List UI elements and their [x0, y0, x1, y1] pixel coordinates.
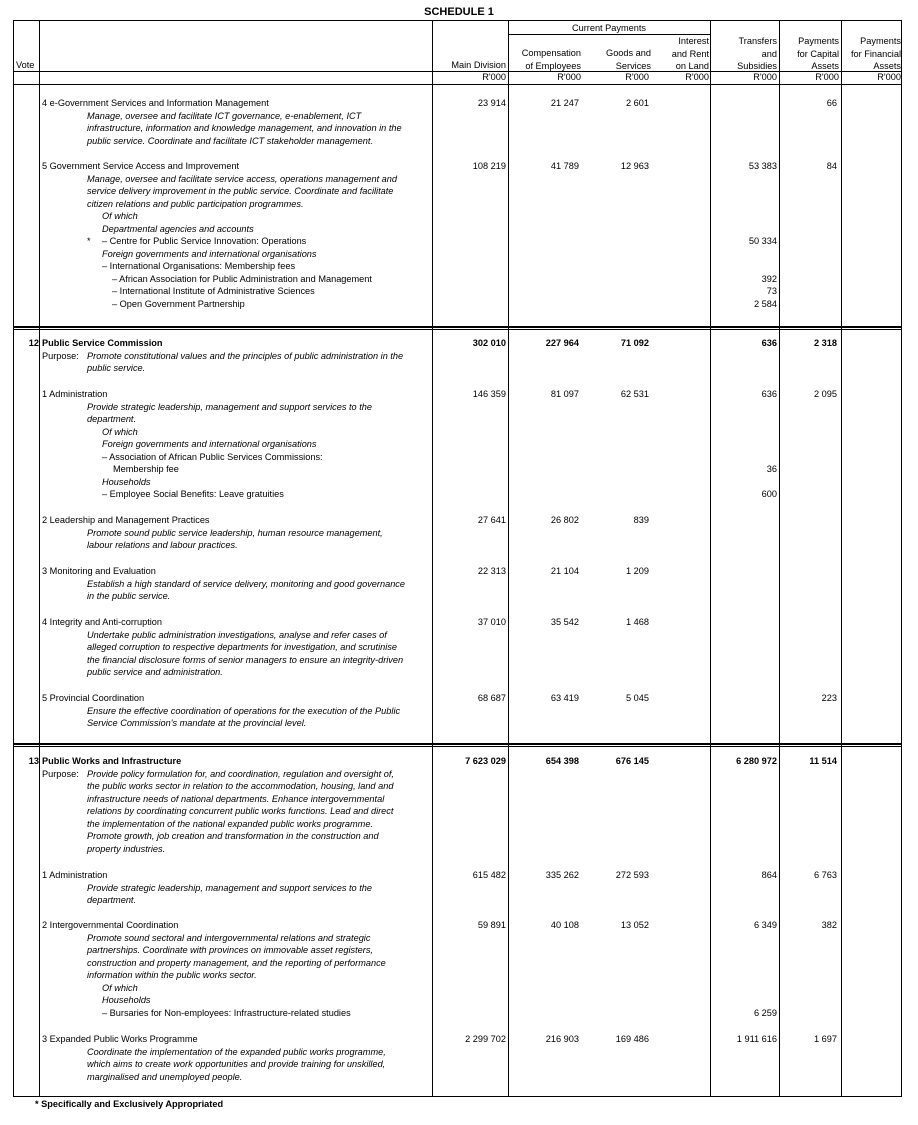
programme-row-line: public service. Coordinate and facilitate ICT stakeholder management.	[87, 135, 373, 146]
vote-total-goods: 71 092	[620, 338, 649, 348]
programme-row-comp: 81 097	[550, 389, 579, 399]
programme-row-tr: 53 383	[748, 161, 777, 171]
programme-row-line: Membership fee	[113, 464, 179, 474]
programme-row-tr: 1 911 616	[736, 1034, 777, 1044]
programme-row-goods: 1 468	[626, 617, 649, 627]
column-rule	[710, 21, 711, 1097]
programme-row-line: information within the public works sector.	[87, 970, 257, 980]
purpose-text: relations by coordinating concurrent public works functions. Lead and direct	[87, 806, 394, 816]
column-rule	[779, 21, 780, 1097]
appropriation-marker: *	[87, 236, 91, 246]
programme-row-tr: 636	[761, 389, 777, 399]
programme-row-line: Foreign governments and international organisations	[102, 248, 317, 259]
programme-row-goods: 13 052	[620, 920, 649, 930]
unit-label: R'000	[482, 72, 506, 82]
vote-total-goods: 676 145	[615, 756, 649, 766]
vote-separator	[13, 746, 902, 747]
unit-label: R'000	[625, 72, 649, 82]
programme-row-main: 2 299 702	[465, 1034, 506, 1044]
programme-row-goods: 12 963	[620, 161, 649, 171]
vote-total-cap: 2 318	[814, 338, 837, 348]
programme-row-line: Service Commission's mandate at the provincial level.	[87, 718, 307, 728]
programme-row-line: citizen relations and public participation programmes.	[87, 198, 304, 209]
programme-row-line: labour relations and labour practices.	[87, 540, 238, 550]
vote-total-main: 302 010	[472, 338, 506, 348]
vote-separator	[13, 743, 902, 745]
programme-row-line: Undertake public administration investigations, analyse and refer cases of	[87, 629, 387, 640]
programme-row-line: service delivery improvement in the public service. Coordinate and facilitate	[87, 186, 394, 196]
transfer-detail-value: 600	[761, 489, 777, 499]
programme-row-main: 23 914	[477, 98, 506, 108]
programme-row-main: 27 641	[477, 515, 506, 525]
programme-row-line: department.	[87, 895, 137, 905]
header-financial: Payments for Financial Assets	[850, 36, 901, 71]
programme-row-line: partnerships. Coordinate with provinces on immovable asset registers,	[87, 945, 373, 955]
vote-name: Public Works and Infrastructure	[42, 756, 182, 766]
programme-row-goods: 1 209	[626, 566, 649, 576]
column-rule	[39, 21, 40, 1097]
purpose-text: the public works sector in relation to the accommodation, housing, land and	[87, 781, 394, 791]
transfer-detail-value: 36	[766, 464, 777, 474]
programme-row-comp: 41 789	[550, 161, 579, 171]
vote-name: Public Service Commission	[42, 338, 163, 348]
programme-row-comp: 21 104	[550, 566, 579, 576]
programme-row-line: Departmental agencies and accounts	[102, 223, 254, 234]
programme-row-comp: 216 903	[545, 1034, 579, 1044]
programme-row-line: Coordinate the implementation of the expanded public works programme,	[87, 1046, 386, 1057]
programme-row-line: alleged corruption to respective departments for investigation, and scrutinise	[87, 642, 397, 652]
transfer-detail-value: 73	[766, 286, 777, 296]
transfer-detail-value: 392	[761, 273, 777, 284]
programme-row-main: 146 359	[472, 389, 506, 399]
unit-label: R'000	[877, 72, 901, 82]
programme-row-comp: 335 262	[545, 870, 579, 880]
programme-row-tr: 864	[761, 870, 777, 880]
programme-row-line: 3 Monitoring and Evaluation	[42, 566, 156, 576]
programme-row-line: – Bursaries for Non-employees: Infrastructure-related studies	[102, 1007, 351, 1018]
programme-row-goods: 839	[633, 515, 649, 525]
programme-row-line: Provide strategic leadership, management and support services to the	[87, 882, 372, 893]
unit-label: R'000	[557, 72, 581, 82]
programme-row-line: Promote sound public service leadership, human resource management,	[87, 527, 383, 538]
transfer-detail-value: 50 334	[748, 236, 777, 246]
unit-label: R'000	[685, 72, 709, 82]
purpose-text: infrastructure needs of national departments. Enhance intergovernmental	[87, 793, 385, 804]
programme-row-line: 2 Leadership and Management Practices	[42, 515, 210, 525]
programme-row-line: 1 Administration	[42, 870, 108, 880]
vote-total-comp: 654 398	[545, 756, 579, 766]
programme-row-main: 68 687	[477, 693, 506, 703]
programme-row-cap: 382	[821, 920, 837, 930]
unit-label: R'000	[753, 72, 777, 82]
programme-row-cap: 84	[826, 161, 837, 171]
programme-row-comp: 26 802	[550, 515, 579, 525]
programme-row-main: 108 219	[472, 161, 506, 171]
programme-row-line: 3 Expanded Public Works Programme	[42, 1034, 198, 1044]
purpose-text: Promote growth, job creation and transformation in the construction and	[87, 831, 379, 841]
programme-row-line: in the public service.	[87, 591, 171, 601]
programme-row-cap: 2 095	[814, 389, 837, 399]
programme-row-line: Establish a high standard of service delivery, monitoring and good governance	[87, 578, 406, 589]
column-rule	[841, 21, 842, 1097]
programme-row-line: 5 Government Service Access and Improvement	[42, 161, 240, 171]
programme-row-line: – Association of African Public Services Commissions:	[102, 451, 323, 462]
header-compensation: Compensation of Employees	[521, 48, 581, 71]
programme-row-line: – International Organisations: Membership fees	[102, 261, 296, 271]
programme-row-line: Of which	[102, 211, 138, 221]
purpose-text: the implementation of the national expanded public works programme.	[87, 818, 373, 829]
programme-row-line: which aims to create work opportunities and provide training for unskilled,	[87, 1059, 386, 1069]
purpose-label: Purpose:	[42, 768, 79, 779]
programme-row-line: Households	[102, 995, 151, 1005]
purpose-text: Provide policy formulation for, and coordination, regulation and oversight of,	[87, 768, 394, 779]
purpose-text: property industries.	[87, 843, 166, 854]
header-rule	[13, 84, 902, 85]
programme-row-main: 37 010	[477, 617, 506, 627]
purpose-text: Promote constitutional values and the principles of public administration in the	[87, 350, 404, 361]
vote-total-comp: 227 964	[545, 338, 579, 348]
unit-label: R'000	[815, 72, 839, 82]
programme-row-line: Provide strategic leadership, management and support services to the	[87, 401, 372, 412]
header-goods-services: Goods and Services	[606, 48, 651, 71]
vote-separator	[13, 329, 902, 330]
programme-row-goods: 2 601	[626, 98, 649, 108]
programme-row-line: Ensure the effective coordination of operations for the execution of the Public	[87, 705, 401, 716]
vote-separator	[13, 326, 902, 328]
programme-row-main: 59 891	[477, 920, 506, 930]
vote-number: 13	[28, 756, 39, 766]
header-vote: Vote	[16, 60, 35, 70]
vote-total-cap: 11 514	[809, 756, 837, 766]
programme-row-line: infrastructure, information and knowledge management, and innovation in the	[87, 123, 402, 133]
programme-row-line: 4 e-Government Services and Information Management	[42, 98, 269, 108]
header-current-payments: Current Payments	[571, 23, 647, 33]
vote-total-tr: 636	[761, 338, 777, 348]
programme-row-line: Promote sound sectoral and intergovernmental relations and strategic	[87, 932, 371, 943]
transfer-detail-value: 2 584	[754, 298, 777, 309]
programme-row-line: Of which	[102, 426, 138, 437]
programme-row-line: – Employee Social Benefits: Leave gratuities	[102, 489, 284, 499]
programme-row-line: – Open Government Partnership	[112, 298, 245, 309]
programme-row-comp: 40 108	[550, 920, 579, 930]
programme-row-line: construction and property management, and the reporting of performance	[87, 957, 386, 968]
programme-row-goods: 5 045	[626, 693, 649, 703]
programme-row-cap: 66	[826, 98, 837, 108]
programme-row-line: – International Institute of Administrative Sciences	[112, 286, 315, 296]
programme-row-line: Foreign governments and international organisations	[102, 439, 317, 449]
footnote: * Specifically and Exclusively Appropriated	[35, 1099, 224, 1109]
purpose-label: Purpose:	[42, 350, 79, 361]
programme-row-tr: 6 349	[754, 920, 777, 930]
purpose-text: public service.	[87, 363, 146, 373]
header-capital: Payments for Capital Assets	[797, 36, 839, 71]
programme-row-goods: 62 531	[620, 389, 649, 399]
vote-number: 12	[28, 338, 39, 348]
programme-row-goods: 272 593	[615, 870, 649, 880]
header-transfers: Transfers and Subsidies	[737, 36, 777, 71]
programme-row-line: Manage, oversee and facilitate service access, operations management and	[87, 173, 398, 184]
programme-row-comp: 35 542	[550, 617, 579, 627]
programme-row-cap: 223	[821, 693, 837, 703]
programme-row-line: 1 Administration	[42, 389, 108, 399]
programme-row-cap: 1 697	[814, 1034, 837, 1044]
programme-row-comp: 63 419	[550, 693, 579, 703]
programme-row-line: – African Association for Public Administration and Management	[112, 273, 372, 284]
programme-row-line: marginalised and unemployed people.	[87, 1071, 243, 1082]
programme-row-cap: 6 763	[814, 870, 837, 880]
programme-row-main: 615 482	[472, 870, 506, 880]
programme-row-comp: 21 247	[550, 98, 579, 108]
programme-row-line: 4 Integrity and Anti-corruption	[42, 617, 163, 627]
programme-row-line: public service and administration.	[87, 667, 223, 677]
column-rule	[508, 21, 509, 1097]
programme-row-line: department.	[87, 414, 137, 424]
programme-row-line: – Centre for Public Service Innovation: Operations	[102, 236, 307, 246]
programme-row-line: Manage, oversee and facilitate ICT governance, e-enablement, ICT	[87, 110, 362, 121]
vote-total-main: 7 623 029	[465, 756, 506, 766]
transfer-detail-value: 6 259	[754, 1007, 777, 1018]
header-main-division: Main Division	[451, 60, 506, 70]
page-title: SCHEDULE 1	[424, 6, 494, 18]
programme-row-main: 22 313	[477, 566, 506, 576]
programme-row-line: the financial disclosure forms of senior managers to ensure an integrity-driven	[87, 654, 404, 665]
programme-row-line: Of which	[102, 982, 138, 993]
vote-total-tr: 6 280 972	[736, 756, 777, 766]
programme-row-goods: 169 486	[615, 1034, 649, 1044]
programme-row-line: Households	[102, 476, 151, 487]
programme-row-line: 2 Intergovernmental Coordination	[42, 920, 179, 930]
programme-row-line: 5 Provincial Coordination	[42, 693, 145, 703]
header-interest: Interest and Rent on Land	[671, 36, 709, 71]
